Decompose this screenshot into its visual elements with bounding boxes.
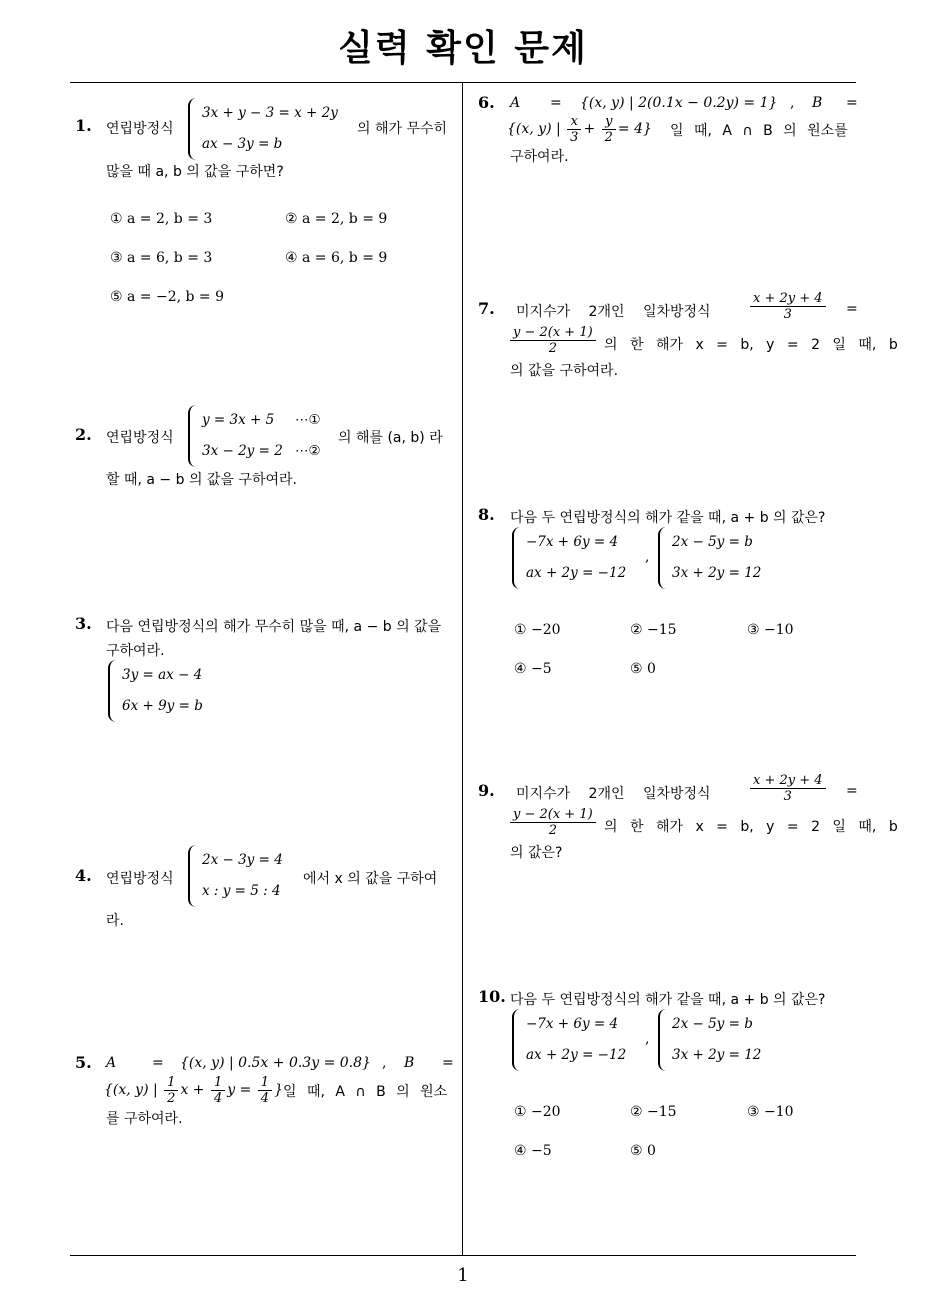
- denominator: 3: [783, 789, 792, 804]
- math-text: {(x, y) |: [507, 121, 561, 137]
- problem-text: 다음 연립방정식의 해가 무수히 많을 때, a − b 의 값을: [106, 619, 442, 635]
- numerator: y: [602, 114, 616, 130]
- math-symbol: =: [152, 1055, 164, 1071]
- problem-text: 라.: [106, 913, 124, 929]
- fraction: [510, 807, 596, 838]
- fraction: [750, 773, 826, 804]
- equation-system: [188, 845, 283, 907]
- choice-3[interactable]: ③ a = 6, b = 3: [110, 250, 213, 266]
- denominator: 2: [604, 129, 613, 145]
- set-expression: {(x, y) | 0.5x + 0.3y = 0.8}: [180, 1055, 371, 1071]
- numerator: x: [567, 114, 581, 130]
- problem-number: 5.: [75, 1053, 92, 1072]
- problem-number: 8.: [478, 505, 495, 524]
- choice-2[interactable]: ② a = 2, b = 9: [285, 211, 388, 227]
- fraction: [567, 114, 581, 145]
- math-symbol: =: [846, 783, 858, 799]
- math-text: }: [643, 121, 652, 137]
- equation-system: [512, 1009, 626, 1071]
- problem-text: 구하여라.: [510, 149, 569, 165]
- problem-text: 일 때, A ∩ B 의 원소를: [670, 123, 848, 139]
- equation: 3y = ax − 4: [122, 667, 203, 683]
- fraction: [164, 1075, 178, 1106]
- math-text: }: [274, 1082, 283, 1098]
- fraction: [510, 325, 596, 356]
- numerator: 1: [211, 1075, 225, 1091]
- choice-1[interactable]: ① a = 2, b = 3: [110, 211, 213, 227]
- equation: 3x − 2y = 2: [202, 443, 283, 459]
- math-symbol: B: [812, 95, 823, 111]
- equation-system: [512, 527, 626, 589]
- equation: 6x + 9y = b: [122, 698, 203, 714]
- math-symbol: A: [106, 1055, 117, 1071]
- equation-system: [658, 1009, 761, 1071]
- equation-system: [188, 98, 338, 160]
- choice-1[interactable]: ① −20: [514, 622, 561, 638]
- set-expression: [507, 111, 652, 147]
- problem-text: 의 해가 무수히: [357, 121, 448, 137]
- problem-text: 다음 두 연립방정식의 해가 같을 때, a + b 의 값은?: [510, 992, 826, 1008]
- math-text: = 4: [617, 121, 643, 137]
- choice-5[interactable]: ⑤ a = −2, b = 9: [110, 289, 225, 305]
- page-number: 1: [457, 1265, 469, 1286]
- equation-system: [188, 405, 321, 467]
- numerator: x + 2y + 4: [750, 291, 826, 307]
- math-symbol: =: [846, 95, 858, 111]
- problem-number: 7.: [478, 299, 495, 318]
- problem-text: 미지수가 2개인 일차방정식: [516, 304, 711, 320]
- problem-text: 일 때, A ∩ B 의 원소: [283, 1084, 448, 1100]
- problem-text: 연립방정식: [106, 430, 174, 446]
- problem-text: 연립방정식: [106, 871, 174, 887]
- equation: ax + 2y = −12: [526, 1047, 627, 1063]
- problem-text: 의 한 해가 x = b, y = 2 일 때, b: [604, 337, 898, 353]
- numerator: 1: [164, 1075, 178, 1091]
- choice-2[interactable]: ② −15: [630, 1104, 677, 1120]
- problem-text: 의 한 해가 x = b, y = 2 일 때, b: [604, 819, 898, 835]
- choice-4[interactable]: ④ a = 6, b = 9: [285, 250, 388, 266]
- fraction: [258, 1075, 272, 1106]
- equation-tag: ⋯②: [295, 443, 321, 459]
- numerator: x + 2y + 4: [750, 773, 826, 789]
- problem-number: 10.: [478, 987, 506, 1006]
- math-text: x +: [180, 1082, 205, 1098]
- choice-1[interactable]: ① −20: [514, 1104, 561, 1120]
- problem-number: 9.: [478, 781, 495, 800]
- math-symbol: ,: [645, 1031, 650, 1047]
- fraction: [750, 291, 826, 322]
- equation-system: [658, 527, 761, 589]
- denominator: 3: [783, 307, 792, 322]
- equation-tag: ⋯①: [295, 412, 321, 428]
- problem-number: 1.: [75, 116, 92, 135]
- denominator: 2: [548, 823, 557, 838]
- problem-text: 의 값은?: [510, 845, 563, 861]
- math-symbol: ,: [645, 549, 650, 565]
- choice-5[interactable]: ⑤ 0: [630, 1143, 656, 1159]
- problem-number: 2.: [75, 425, 92, 444]
- denominator: 2: [548, 341, 557, 356]
- problem-text: 연립방정식: [106, 121, 174, 137]
- numerator: y − 2(x + 1): [510, 325, 596, 341]
- math-text: y =: [227, 1082, 252, 1098]
- equation: y = 3x + 5: [202, 412, 275, 428]
- problem-number: 6.: [478, 93, 495, 112]
- math-symbol: ,: [382, 1055, 387, 1071]
- choice-4[interactable]: ④ −5: [514, 661, 552, 677]
- problem-text: 의 해를 (a, b) 라: [338, 430, 443, 446]
- equation-system: [108, 660, 203, 722]
- equation: 3x + 2y = 12: [672, 565, 762, 581]
- choice-2[interactable]: ② −15: [630, 622, 677, 638]
- equation: 2x − 5y = b: [672, 1016, 753, 1032]
- numerator: y − 2(x + 1): [510, 807, 596, 823]
- fraction: [211, 1075, 225, 1106]
- choice-5[interactable]: ⑤ 0: [630, 661, 656, 677]
- math-symbol: =: [846, 301, 858, 317]
- problem-text: 많을 때 a, b 의 값을 구하면?: [106, 164, 284, 180]
- denominator: 4: [213, 1090, 223, 1106]
- problem-text: 구하여라.: [106, 643, 165, 659]
- equation: 3x + y − 3 = x + 2y: [202, 105, 338, 121]
- denominator: 2: [167, 1090, 176, 1106]
- equation: ax + 2y = −12: [526, 565, 627, 581]
- problem-text: 미지수가 2개인 일차방정식: [516, 786, 711, 802]
- column-divider: [462, 83, 463, 1255]
- problem-text: 에서 x 의 값을 구하여: [303, 871, 438, 887]
- problem-text: 다음 두 연립방정식의 해가 같을 때, a + b 의 값은?: [510, 510, 826, 526]
- problem-number: 4.: [75, 866, 92, 885]
- choice-3[interactable]: ③ −10: [747, 622, 794, 638]
- math-symbol: =: [550, 95, 562, 111]
- denominator: 3: [570, 129, 579, 145]
- top-rule: [70, 82, 856, 83]
- set-expression: [104, 1072, 283, 1108]
- equation: −7x + 6y = 4: [526, 534, 619, 550]
- set-expression: {(x, y) | 2(0.1x − 0.2y) = 1}: [580, 95, 778, 111]
- problem-text: 할 때, a − b 의 값을 구하여라.: [106, 472, 297, 488]
- page-title: 실력 확인 문제: [338, 28, 588, 69]
- equation: 3x + 2y = 12: [672, 1047, 762, 1063]
- equation: 2x − 5y = b: [672, 534, 753, 550]
- choice-3[interactable]: ③ −10: [747, 1104, 794, 1120]
- math-symbol: A: [510, 95, 521, 111]
- bottom-rule: [70, 1255, 856, 1256]
- math-symbol: B: [404, 1055, 415, 1071]
- equation: 2x − 3y = 4: [202, 852, 283, 868]
- equation: −7x + 6y = 4: [526, 1016, 619, 1032]
- math-symbol: ,: [790, 95, 795, 111]
- math-symbol: =: [442, 1055, 454, 1071]
- math-text: {(x, y) |: [104, 1082, 158, 1098]
- denominator: 4: [260, 1090, 270, 1106]
- equation: x : y = 5 : 4: [202, 883, 281, 899]
- problem-text: 의 값을 구하여라.: [510, 363, 619, 379]
- equation: ax − 3y = b: [202, 136, 283, 152]
- problem-number: 3.: [75, 614, 92, 633]
- math-text: +: [583, 121, 596, 137]
- choice-4[interactable]: ④ −5: [514, 1143, 552, 1159]
- fraction: [602, 114, 616, 145]
- problem-text: 를 구하여라.: [106, 1111, 183, 1127]
- numerator: 1: [258, 1075, 272, 1091]
